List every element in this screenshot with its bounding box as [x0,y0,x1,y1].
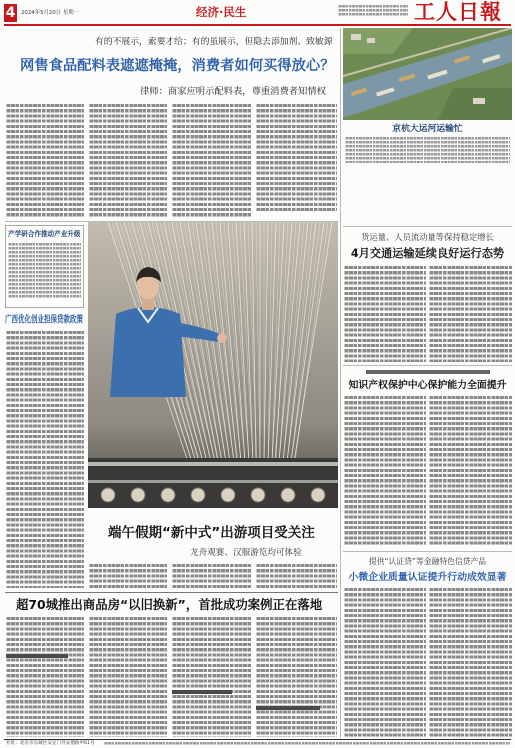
issue-date: 2024年5月20日 星期一 [21,10,80,16]
sme-rule [343,551,512,552]
transport-body-col-1 [344,266,426,362]
masthead-logo: 工人日報 [414,0,502,24]
buildings [367,38,375,43]
ip-rule [343,365,512,366]
main-story-body-col-1 [6,104,84,218]
textile-worker-photo [88,222,338,508]
editor-credits [338,5,408,17]
bottom-story-body-col-2 [89,617,167,737]
brief-2-headline: 广西优化创业担保贷款政策 [5,314,83,326]
brief-1-body [8,243,81,299]
ip-headline: 知识产权保护中心保护能力全面提升 [348,380,507,391]
photo-story-subhead: 龙舟观赛、汉服游览均可体验 [190,548,302,558]
footer-address: 社址：北京市东城区安定门外安德路甲61号 [6,741,95,746]
buildings [351,34,361,40]
column-divider [340,28,341,738]
brief-2-body [6,331,84,588]
footer-rule [4,739,511,740]
transport-body-col-2 [429,266,512,362]
photo-story-headline: 端午假期“新中式”出游项目受关注 [108,525,315,541]
page-number-badge: 4 [5,5,16,21]
bottom-story-body-col-3 [172,617,251,737]
photo-story-body-col-3 [256,564,337,589]
main-story-body-col-3 [172,104,251,218]
main-story-headline: 网售食品配料表遮遮掩掩，消费者如何买得放心？ [20,58,335,74]
bottom-story-body-col-4 [256,617,337,737]
grand-canal-aerial-photo [343,28,512,120]
bottom-story-headline: 超70城推出商品房“以旧换新”，首批成功案例正在落地 [16,597,323,612]
sme-headline: 小微企业质量认证提升行动成效显著 [348,572,507,583]
sme-body-col-2 [429,588,512,737]
main-story-body-col-2 [89,104,167,218]
brief-1-headline: 产学研合作推动产业升级 [8,230,81,238]
bottom-story-subhead-1 [6,654,68,658]
header-rule [4,24,511,26]
photo-story-body-col-1 [89,564,167,589]
main-story-body-col-4 [256,104,337,213]
bottom-story-subhead-2 [172,690,232,694]
ip-body-col-2 [429,396,512,546]
sme-kicker: 提供“认证贷”等金融特色信贷产品 [368,557,487,566]
main-story-kicker: 有的不展示，索要才给；有的虽展示，但隐去添加剂、致敏源 [95,37,333,47]
bottom-story-subhead-3 [256,706,320,710]
sme-body-col-1 [344,588,426,737]
main-story-subhead: 律师：商家应明示配料表，尊重消费者知情权 [140,86,326,97]
ip-body-col-1 [344,396,426,546]
bottom-story-rule [5,592,338,593]
section-title: 经济·民生 [196,5,247,19]
buildings [473,98,485,104]
canal-photo-caption-title: 京杭大运河运输忙 [392,124,463,134]
footer-imprint [104,742,510,746]
bottom-story-body-col-1 [6,617,84,737]
photo-story-body-col-2 [172,564,251,589]
canal-photo-caption-text [345,137,510,163]
transport-rule [343,226,512,227]
spinning-machine [88,458,338,508]
ip-kicker [366,370,490,374]
transport-headline: 4月交通运输延续良好运行态势 [350,247,505,260]
transport-kicker: 货运量、人员流动量等保持稳定增长 [361,232,494,242]
